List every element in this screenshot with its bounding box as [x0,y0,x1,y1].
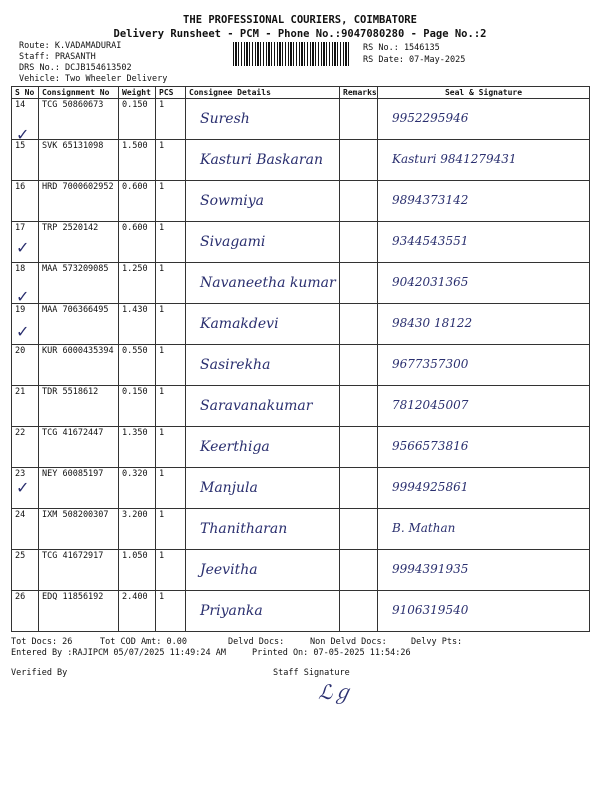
cell-seal [378,345,590,386]
col-seal-header: Seal & Signature [378,87,590,99]
consignee-handwritten-name: Saravanakumar [200,398,313,414]
drs-number: DRS No.: DCJB154613502 [19,63,132,73]
cell-sno: 16 [12,181,39,222]
handwritten-signature: 9106319540 [392,603,469,617]
runsheet-subtitle: Delivery Runsheet - PCM - Phone No.:9047080280 - Page No.:2 [113,28,487,40]
cell-consignment: TDR 5518612 [39,386,119,427]
table-row [12,550,590,591]
cell-seal [378,263,590,304]
cell-pcs: 1 [156,140,186,181]
cell-remarks [340,509,378,550]
col-consignee-header: Consignee Details [186,87,340,99]
vehicle-text: Vehicle: Two Wheeler Delivery [19,74,168,84]
cell-consignment: TCG 41672917 [39,550,119,591]
cell-sno: 21 [12,386,39,427]
cell-weight: 1.050 [119,550,156,591]
table-row [12,468,590,509]
rs-date: RS Date: 07-May-2025 [363,55,466,65]
cell-weight: 0.600 [119,222,156,263]
table-header-row [12,87,590,99]
handwritten-signature: 7812045007 [392,398,469,412]
cell-weight: 0.150 [119,386,156,427]
printed-on: Printed On: 07-05-2025 11:54:26 [252,648,411,658]
cell-pcs: 1 [156,263,186,304]
cell-consignee [186,181,340,222]
cell-consignee [186,263,340,304]
cell-pcs: 1 [156,427,186,468]
cell-sno: 19 ✓ [12,304,39,345]
cell-consignment: KUR 6000435394 [39,345,119,386]
cell-remarks [340,140,378,181]
cell-seal [378,427,590,468]
cell-remarks [340,591,378,632]
table-row [12,509,590,550]
cell-pcs: 1 [156,550,186,591]
cell-remarks [340,263,378,304]
cell-remarks [340,427,378,468]
table-row [12,140,590,181]
cell-seal [378,304,590,345]
cell-pcs: 1 [156,304,186,345]
cell-consignment: MAA 573209085 [39,263,119,304]
runsheet-table [11,86,590,632]
cell-weight: 1.350 [119,427,156,468]
cell-remarks [340,222,378,263]
cell-consignee [186,468,340,509]
cell-remarks [340,386,378,427]
col-consignment-header: Consignment No [39,87,119,99]
cell-seal [378,222,590,263]
consignee-handwritten-name: Kamakdevi [200,316,279,332]
cell-consignee [186,304,340,345]
entered-by: Entered By :RAJIPCM 05/07/2025 11:49:24 AM [11,648,226,658]
barcode-image [233,42,351,66]
table-row [12,345,590,386]
col-pcs-header: PCS [156,87,186,99]
cell-sno: 25 [12,550,39,591]
consignee-handwritten-name: Priyanka [200,603,263,619]
table-row [12,386,590,427]
table-row [12,99,590,140]
handwritten-signature: 9042031365 [392,275,469,289]
cell-pcs: 1 [156,468,186,509]
check-mark-icon: ✓ [16,238,30,257]
table-row [12,427,590,468]
consignee-handwritten-name: Navaneetha kumar [200,275,336,291]
company-title: THE PROFESSIONAL COURIERS, COIMBATORE [183,14,417,26]
cell-sno: 26 [12,591,39,632]
cell-consignee [186,345,340,386]
route-text: Route: K.VADAMADURAI [19,41,122,51]
handwritten-signature: 9994925861 [392,480,469,494]
cell-remarks [340,468,378,509]
tot-docs: Tot Docs: 26 [11,637,73,647]
delivery-points: Delvy Pts: [411,637,463,647]
rs-number: RS No.: 1546135 [363,43,440,53]
consignee-handwritten-name: Manjula [200,480,258,496]
col-sno-header: S No [12,87,39,99]
cell-consignee [186,591,340,632]
cell-weight: 0.600 [119,181,156,222]
table-row [12,181,590,222]
handwritten-signature: 98430 18122 [392,316,473,330]
table-row [12,263,590,304]
consignee-handwritten-name: Sasirekha [200,357,271,373]
cell-sno: 22 [12,427,39,468]
check-mark-icon: ✓ [16,287,30,304]
cell-consignee [186,509,340,550]
cell-pcs: 1 [156,345,186,386]
check-mark-icon: ✓ [16,478,30,497]
cell-pcs: 1 [156,591,186,632]
consignee-handwritten-name: Keerthiga [200,439,270,455]
cell-seal [378,468,590,509]
tot-cod-amount: Tot COD Amt: 0.00 [100,637,187,647]
verified-by-label: Verified By [11,668,68,678]
cell-consignee [186,550,340,591]
cell-sno: 15 [12,140,39,181]
handwritten-signature: 9677357300 [392,357,469,371]
cell-seal [378,99,590,140]
cell-remarks [340,345,378,386]
handwritten-signature: Kasturi 9841279431 [392,152,517,166]
handwritten-signature: 9566573816 [392,439,469,453]
handwritten-signature: 9994391935 [392,562,469,576]
cell-weight: 1.250 [119,263,156,304]
cell-seal [378,550,590,591]
cell-seal [378,140,590,181]
cell-pcs: 1 [156,222,186,263]
cell-consignment: IXM 508200307 [39,509,119,550]
cell-seal [378,386,590,427]
delivered-docs: Delvd Docs: [228,637,285,647]
cell-weight: 1.430 [119,304,156,345]
staff-signature-label: Staff Signature [273,668,350,678]
non-delivered-docs: Non Delvd Docs: [310,637,387,647]
cell-weight: 1.500 [119,140,156,181]
cell-weight: 3.200 [119,509,156,550]
cell-consignee [186,99,340,140]
cell-sno: 24 [12,509,39,550]
staff-text: Staff: PRASANTH [19,52,96,62]
col-weight-header: Weight [119,87,156,99]
consignee-handwritten-name: Sivagami [200,234,266,250]
cell-consignment: TRP 2520142 [39,222,119,263]
cell-remarks [340,550,378,591]
consignee-handwritten-name: Kasturi Baskaran [200,152,323,168]
consignee-handwritten-name: Thanitharan [200,521,288,537]
cell-weight: 0.150 [119,99,156,140]
cell-sno: 23 ✓ [12,468,39,509]
handwritten-signature: 9344543551 [392,234,469,248]
handwritten-signature: B. Mathan [392,521,456,535]
consignee-handwritten-name: Jeevitha [200,562,258,578]
cell-consignee [186,140,340,181]
cell-sno: 14 ✓ [12,99,39,140]
cell-consignment: SVK 65131098 [39,140,119,181]
cell-consignee [186,222,340,263]
cell-pcs: 1 [156,99,186,140]
cell-sno: 18 ✓ [12,263,39,304]
cell-consignee [186,427,340,468]
cell-consignment: HRD 7000602952 [39,181,119,222]
handwritten-signature: 9894373142 [392,193,469,207]
cell-weight: 2.400 [119,591,156,632]
staff-signature-scribble: ℒℊ [318,680,353,704]
handwritten-signature: 9952295946 [392,111,469,125]
cell-weight: 0.550 [119,345,156,386]
cell-remarks [340,304,378,345]
cell-seal [378,509,590,550]
cell-weight: 0.320 [119,468,156,509]
cell-remarks [340,181,378,222]
consignee-handwritten-name: Sowmiya [200,193,265,209]
cell-consignment: NEY 60085197 [39,468,119,509]
cell-consignment: EDQ 11856192 [39,591,119,632]
cell-consignment: TCG 50860673 [39,99,119,140]
cell-seal [378,181,590,222]
cell-consignment: MAA 706366495 [39,304,119,345]
table-row [12,591,590,632]
cell-seal [378,591,590,632]
consignee-handwritten-name: Suresh [200,111,250,127]
cell-remarks [340,99,378,140]
cell-pcs: 1 [156,181,186,222]
cell-pcs: 1 [156,386,186,427]
cell-consignee [186,386,340,427]
cell-pcs: 1 [156,509,186,550]
check-mark-icon: ✓ [16,322,30,341]
col-remarks-header: Remarks [340,87,378,99]
table-row [12,222,590,263]
cell-sno: 20 [12,345,39,386]
check-mark-icon: ✓ [16,125,30,140]
table-row [12,304,590,345]
cell-consignment: TCG 41672447 [39,427,119,468]
cell-sno: 17 ✓ [12,222,39,263]
